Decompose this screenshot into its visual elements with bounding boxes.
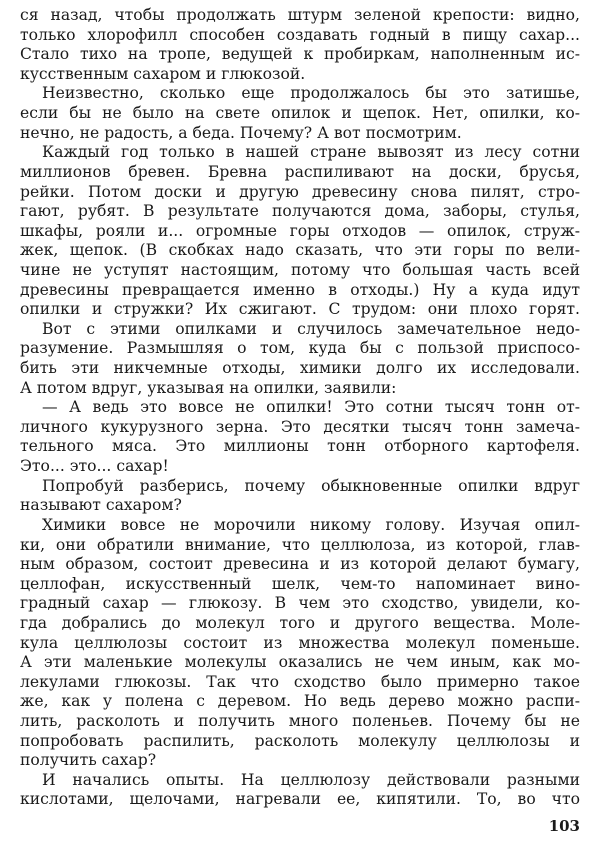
- text-line: ным образом, состоит древесина и из которой делают бумагу,: [20, 555, 580, 574]
- text-line: ся назад, чтобы продолжать штурм зеленой крепости: видно,: [20, 6, 580, 24]
- text-line: гда добрались до молекул того и другого вещества. Моле-: [20, 613, 580, 632]
- text-line: чине не уступят настоящим, потому что большая часть всей: [20, 260, 580, 279]
- text-line: древесины превращается именно в отходы.) Ну а куда идут: [20, 280, 580, 299]
- text-line: кислотами, щелочами, нагревали ее, кипятили. То, во что: [20, 790, 580, 809]
- text-line: только хлорофилл способен создавать годный в пищу сахар...: [20, 25, 580, 44]
- text-line: бить эти никчемные отходы, химики долго их исследовали.: [20, 359, 580, 377]
- text-line: тельного мяса. Это миллионы тонн отборного картофеля.: [20, 437, 580, 456]
- text-line: Попробуй разберись, почему обыкновенные опилки вдруг: [42, 476, 580, 495]
- text-line: получить сахар?: [20, 751, 157, 770]
- text-line: миллионов бревен. Бревна распиливают на доски, брусья,: [20, 162, 580, 181]
- page-number: 103: [548, 817, 580, 835]
- text-line: личного кукурузного зерна. Это десятки тысяч тонн замеча-: [20, 417, 580, 436]
- text-line: ки, они обратили внимание, что целлюлоза, из которой, глав-: [20, 535, 580, 554]
- text-line: лекулами глюкозы. Так что сходство было примерно такое: [20, 672, 580, 691]
- text-line: целлофан, искусственный шелк, чем-то напоминает вино-: [20, 574, 580, 593]
- text-line: Химики вовсе не морочили никому голову. Изучая опил-: [42, 515, 580, 534]
- text-line: жек, щепок. (В скобках надо сказать, что эти горы по вели-: [20, 241, 580, 260]
- text-line: А эти маленькие молекулы оказались не чем иным, как мо-: [20, 653, 580, 672]
- text-line: шкафы, рояли и... огромные горы отходов — опилок, струж-: [20, 221, 580, 240]
- text-line: Вот с этими опилками и случилось замечательное недо-: [42, 319, 580, 338]
- text-line: лить, расколоть и получить много поленьев. Почему бы не: [20, 712, 580, 730]
- text-line: кула целлюлозы состоит из множества молекул поменьше.: [20, 633, 580, 652]
- text-line: кусственным сахаром и глюкозой.: [20, 64, 306, 83]
- text-line: разумение. Размышляя о том, куда бы с пользой приспосо-: [20, 339, 580, 358]
- text-line: И начались опыты. На целлюлозу действовали разными: [42, 770, 580, 789]
- text-line: называют сахаром?: [20, 496, 182, 515]
- text-line: опилки и стружки? Их сжигают. С трудом: они плохо горят.: [20, 300, 580, 319]
- text-line: рейки. Потом доски и другую древесину снова пилят, стро-: [20, 182, 580, 201]
- text-line: попробовать распилить, расколоть молекулу целлюлозы и: [20, 731, 580, 750]
- text-line: если бы не было на свете опилок и щепок. Нет, опилки, ко-: [20, 104, 580, 122]
- text-line: Это... это... сахар!: [20, 457, 169, 475]
- text-line: градный сахар — глюкозу. В чем это сходство, увидели, ко-: [20, 594, 580, 613]
- text-line: гают, рубят. В результате получаются дома, заборы, стулья,: [20, 202, 580, 221]
- text-line: нечно, не радость, а беда. Почему? А вот посмотрим.: [20, 123, 462, 142]
- text-line: же, как у полена с деревом. Но ведь дерево можно распи-: [20, 692, 580, 711]
- text-line: А потом вдруг, указывая на опилки, заявили:: [20, 378, 397, 397]
- text-line: Неизвестно, сколько еще продолжалось бы это затишье,: [42, 84, 580, 103]
- text-line: Каждый год только в нашей стране вывозят из лесу сотни: [42, 143, 580, 162]
- book-page: [20, 6, 580, 840]
- text-line: Стало тихо на тропе, ведущей к пробиркам, наполненным ис-: [20, 45, 580, 64]
- text-line: — А ведь это вовсе не опилки! Это сотни тысяч тонн от-: [42, 398, 580, 417]
